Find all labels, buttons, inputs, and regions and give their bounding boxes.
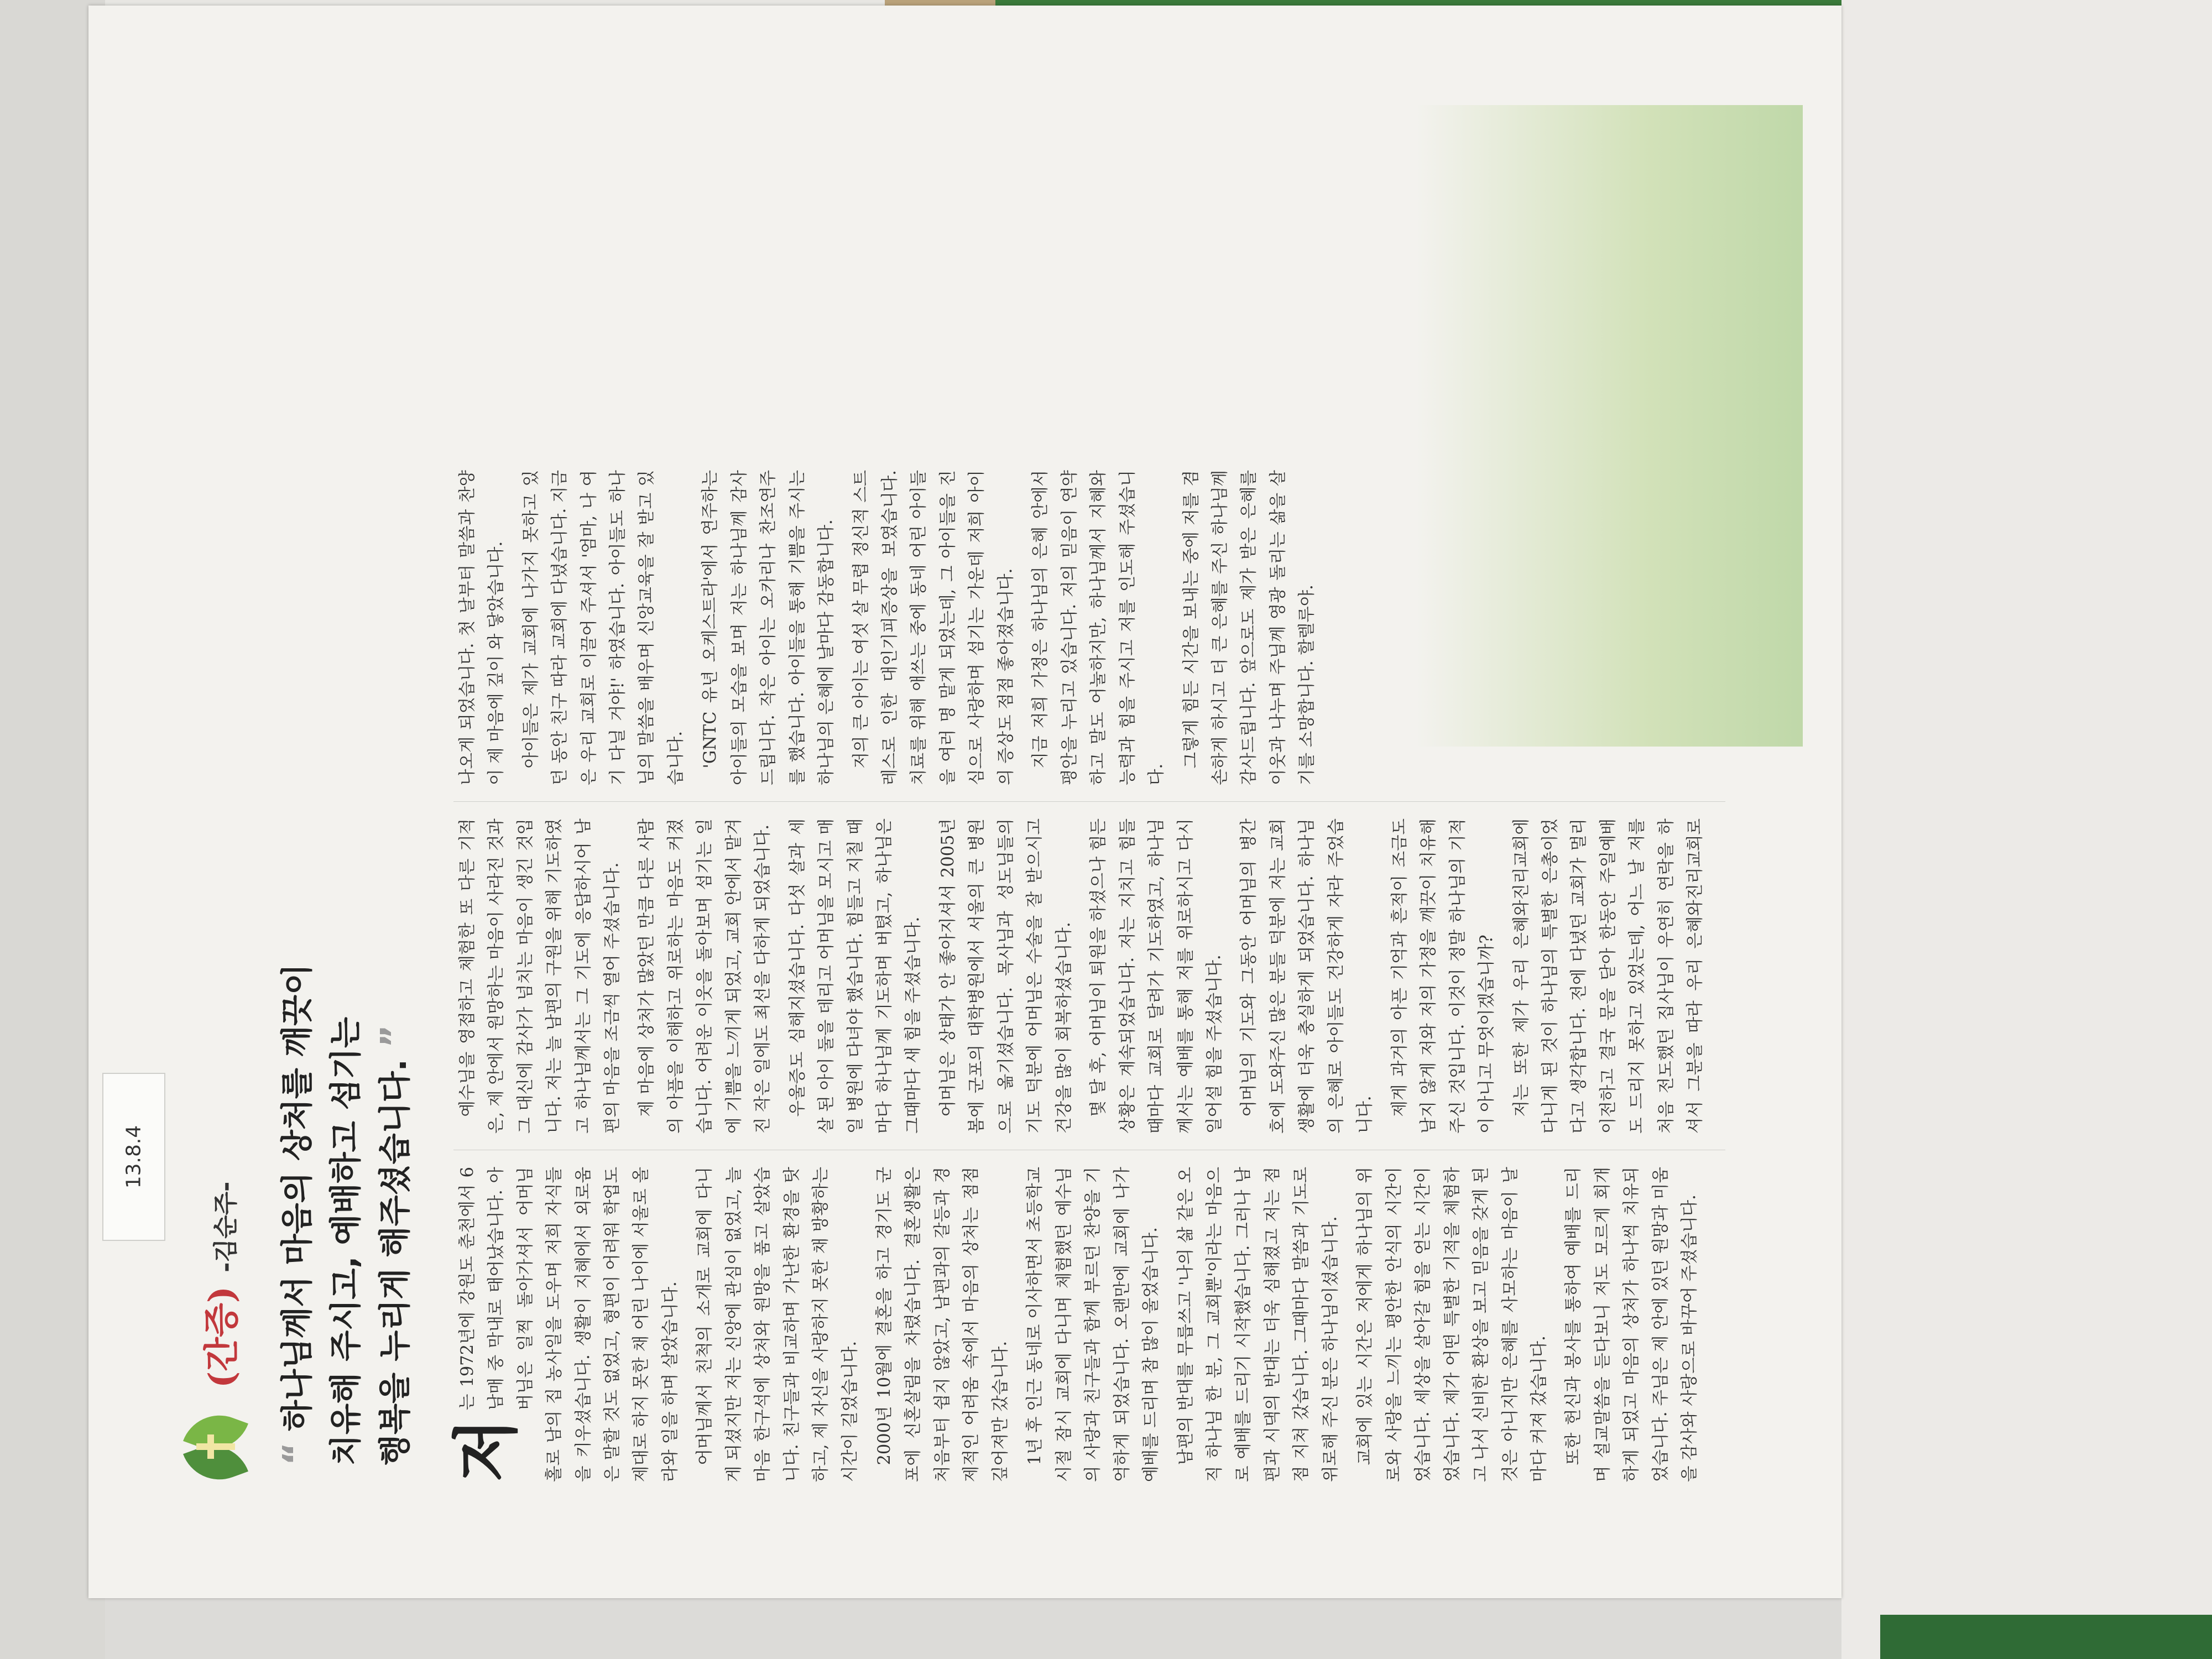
leaf-cross-icon [177, 1410, 249, 1482]
newspaper-sheet [88, 6, 1841, 1598]
date-label-text: 13.8.4 [122, 1125, 145, 1189]
paragraph: 우울증도 심해지셨습니다. 다섯 살과 세 살 된 아이 둘을 데리고 어머님을 모시고 매일 병원에 다녀야 했습니다. 힘들고 지칠 때마다 하나님께 기도하며 버텼고, 하나님은 그때마다 새 힘을 주셨습니다. [787, 818, 924, 1134]
article-header [177, 122, 249, 1482]
kicker: (간증) [201, 1286, 243, 1388]
paragraph: 저 는 1972년에 강원도 춘천에서 6남매 중 막내로 태어났습니다. 아버님은 일찍 돌아가셔서 어머님 홀로 남의 집 농사일을 도우며 저희 자식들을 키우셨습니다. 생활이 지혜에서 외로움은 말할 것도 없었고, 형편이 어려워 학업도 제대로 하지 못한 채 어린 나이에 서울로 올라와 일을 하며 살았습니다. [447, 1167, 680, 1482]
white-board [1841, 0, 2212, 1659]
paragraph: 그렇게 힘든 시간을 보내는 중에 저를 겸손하게 하시고 더 큰 은혜를 주신 하나님께 감사드립니다. 앞으로도 제가 받은 은혜를 이웃과 나누며 주님께 영광 돌리는 삶을 살기를 소망합니다. 할렐루야. [1181, 470, 1317, 785]
paragraph: 제 마음에 상처가 많았던 만큼 다른 사람의 아픔을 이해하고 위로하는 마음도 커졌습니다. 어려운 이웃을 돌아보며 섬기는 일에 기쁨을 느끼게 되었고, 교회 안에서 맡겨진 작은 일에도 최선을 다하게 되었습니다. [637, 818, 773, 1134]
paragraph: 어머님께서 친척의 소개로 교회에 다니게 되셨지만 저는 신앙에 관심이 없었고, 늘 마음 한구석에 상처와 원망을 품고 살았습니다. 친구들과 비교하며 가난한 환경을 탓하고, 제 자신을 사랑하지 못한 채 방황하는 시간이 길었습니다. [695, 1167, 860, 1482]
author: -김순주- [212, 1181, 240, 1272]
headline-line-3: 행복을 누리게 해주셨습니다. [375, 1059, 414, 1465]
paragraph: 지금 저희 가정은 하나님의 은혜 안에서 평안을 누리고 있습니다. 저의 믿음이 연약하고 말도 어눌하지만, 하나님께서 지혜와 능력과 힘을 주시고 저를 인도해 주셨습니다. [1031, 470, 1167, 785]
paragraph: 저는 또한 제가 우리 은혜와진리교회에 다니게 된 것이 하나님의 특별한 은총이었다고 생각합니다. 전에 다녔던 교회가 멀리 이전하고 결국 문을 닫아 한동안 주일예배도 드리지 못하고 있었는데, 어느 날 저를 처음 전도했던 집사님이 우연히 연락을 하셔서 그분을 따라 우리 은혜와진리교회로 나오게 되었습니다. 첫 날부터 말씀과 찬양이 제 마음에 깊이 와 닿았습니다. [457, 470, 1705, 1134]
bottom-green-surface [1880, 1615, 2212, 1659]
paragraph: 제게 과거의 아픈 기억과 흔적이 조금도 남지 않게 저와 저의 가정을 깨끗이 치유해 주신 것입니다. 이것이 정말 하나님의 기적이 아니고 무엇이겠습니까? [1390, 818, 1497, 1134]
paragraph: 예수님을 영접하고 체험한 또 다른 기적은, 제 안에서 원망하는 마음이 사라진 것과 그 대신에 감사가 넘치는 마음이 생긴 것입니다. 저는 늘 남편의 구원을 위해 기도하였고 하나님께서는 그 기도에 응답하시어 남편의 마음을 조금씩 열어 주셨습니다. [457, 818, 622, 1134]
article [138, 72, 1792, 1532]
quote-close-icon: ” [373, 1024, 415, 1048]
paragraph: 'GNTC 유년 오케스트라'에서 연주하는 아이들의 모습을 보며 저는 하나님께 감사드립니다. 작은 아이는 오카리나 찬조연주를 했습니다. 아이들을 통해 기쁨을 주시는 하나님의 은혜에 날마다 감동합니다. [701, 470, 837, 785]
date-label [102, 1073, 165, 1241]
paragraph: 2000년 10월에 결혼을 하고 경기도 군포에 신혼살림을 차렸습니다. 결혼생활은 처음부터 쉽지 않았고, 남편과의 갈등과 경제적인 어려움 속에서 마음의 상처는 점점 깊어져만 갔습니다. [875, 1167, 1010, 1482]
bottom-band [105, 1593, 1841, 1659]
quote-open-icon: “ [276, 1442, 317, 1465]
headline-line-1: 하나님께서 마음의 상처를 깨끗이 [278, 963, 316, 1431]
article-body [447, 122, 1725, 1482]
paragraph: 남편의 반대를 무릅쓰고 '나의 삶 같은 오직 하나님 한 분, 그 교회뿐'이라는 마음으로 예배를 드리기 시작했습니다. 그러나 남편과 시댁의 반대는 더욱 심해졌고 저는 점점 지쳐 갔습니다. 그때마다 말씀과 기도로 위로해 주신 분은 하나님이셨습니다. [1176, 1167, 1340, 1482]
paragraph: 어머님은 상태가 안 좋아지셔서 2005년 봄에 군포의 대학병원에서 서울의 큰 병원으로 옮기셨습니다. 목사님과 성도님들의 기도 덕분에 어머님은 수술을 잘 받으시고 건강을 많이 회복하셨습니다. [938, 818, 1074, 1134]
paragraph: 교회에 있는 시간은 저에게 하나님의 위로와 사랑을 느끼는 평안한 안식의 시간이었습니다. 세상을 살아갈 힘을 얻는 시간이었습니다. 제가 어떤 특별한 기적을 체험하고 나서 신비한 환상을 보고 믿음을 갖게 된 것은 아니지만 은혜를 사모하는 마음이 날마다 커져 갔습니다. [1355, 1167, 1549, 1482]
paragraph: 몇 달 후, 어머님이 퇴원을 하셨으나 힘든 상황은 계속되었습니다. 저는 지치고 힘들 때마다 교회로 달려가 기도하였고, 하나님께서는 예배를 통해 저를 위로하시고 다시 일어설 힘을 주셨습니다. [1089, 818, 1225, 1134]
paragraph: 또한 헌신과 봉사를 통하여 예배를 드리며 설교말씀을 듣다보니 저도 모르게 회개하게 되었고 마음의 상처가 하나씩 치유되었습니다. 주님은 제 안에 있던 원망과 미움을 감사와 사랑으로 바꾸어 주셨습니다. [1564, 1167, 1700, 1482]
paragraph: 1년 후 인근 동네로 이사하면서 초등학교 시절 잠시 교회에 다니며 체험했던 예수님의 사랑과 친구들과 함께 부르던 찬양을 기억하게 되었습니다. 오랜만에 교회에 나가 예배를 드리며 참 많이 울었습니다. [1025, 1167, 1161, 1482]
headline-line-2: 치유해 주시고, 예배하고 섬기는 [326, 1017, 364, 1465]
paragraph: 저의 큰 아이는 여섯 살 무렵 정신적 스트레스로 인한 대인기피증상을 보였습니다. 치료를 위해 애쓰는 중에 동네 어린 아이들을 여러 명 맡게 되었는데, 그 아이들을 진심으로 사랑하며 섬기는 가운데 저희 아이의 증상도 점점 좋아졌습니다. [851, 470, 1016, 785]
headline [271, 830, 420, 1465]
paragraph: 어머님의 기도와 그동안 어머님의 병간호에 도와주신 많은 분들 덕분에 저는 교회 생활에 더욱 충실하게 되었습니다. 하나님의 은혜로 아이들도 건강하게 자라 주었습니다. [1239, 818, 1375, 1134]
dropcap: 저 [447, 1418, 525, 1482]
paragraph: 아이들은 제가 교회에 나가지 못하고 있던 동안 친구 따라 교회에 다녔습니다. 지금은 우리 교회로 이끌어 주셔서 '엄마, 나 여기 다닐 거야!' 하였습니다. 아이들도 하나님의 말씀을 배우며 신앙교육을 잘 받고 있습니다. [521, 470, 686, 785]
